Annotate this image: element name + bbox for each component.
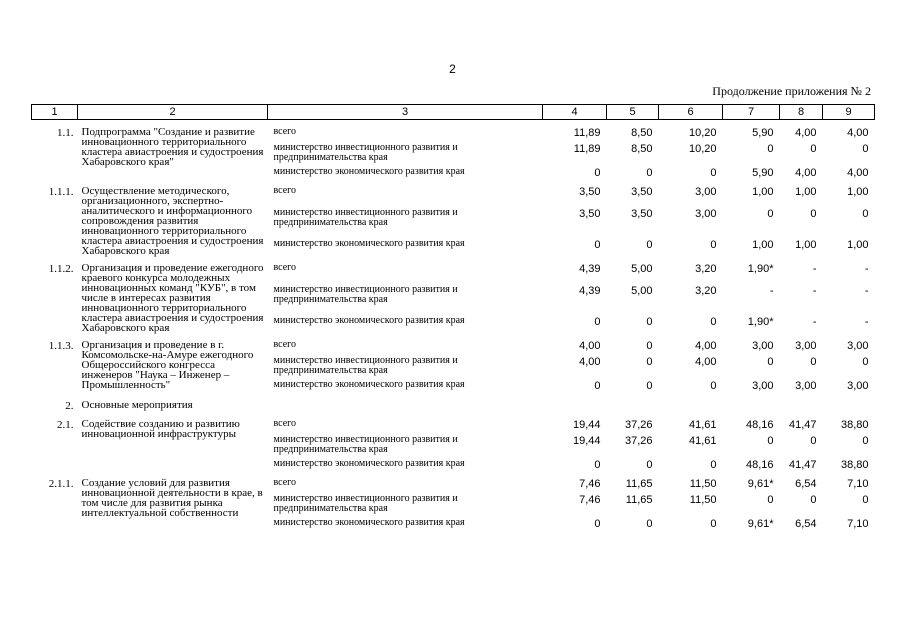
row-code: 1.1.2. — [48, 263, 74, 275]
column-header-1: 1 — [32, 105, 78, 120]
row-value: 1,00 — [795, 239, 817, 252]
header-row — [32, 105, 875, 120]
row-value: - — [864, 316, 869, 329]
row-value: 3,00 — [795, 380, 817, 392]
row-value: 3,50 — [631, 186, 653, 198]
row-value: 4,00 — [847, 127, 869, 139]
column-header-6: 6 — [659, 105, 723, 120]
row-executor: министерство инвестиционного развития и предпринимательства края — [273, 355, 458, 376]
row-value: 19,44 — [572, 435, 601, 447]
row-value: 4,00 — [579, 340, 601, 352]
row-value: - — [812, 316, 817, 329]
row-value: 37,26 — [624, 435, 653, 447]
row-value: 0 — [710, 167, 717, 179]
row-value: 4,00 — [795, 167, 817, 179]
row-value: 0 — [594, 316, 601, 329]
row-name: Подпрограмма "Создание и развитие инновационного территориального кластера авиастроения и судостроения Хабаровского края" — [81, 126, 264, 168]
row-value: 0 — [646, 239, 653, 252]
row-code: 2. — [65, 400, 74, 412]
row-value: 3,50 — [579, 207, 601, 220]
row-value: 11,89 — [573, 127, 601, 139]
row-name: Осуществление методического, организационного, экспертно-аналитического и информационного сопровождения развития инновационного территориального кластера авиастроения и судостроения Хабаровского края — [81, 185, 264, 257]
row-value: 4,00 — [795, 127, 817, 139]
row-value: 4,39 — [579, 263, 601, 275]
row-executor: всего — [273, 339, 297, 350]
row-value: 7,46 — [579, 478, 601, 490]
row-value: 0 — [767, 207, 774, 220]
row-value: 0 — [810, 207, 817, 220]
column-header-8: 8 — [780, 105, 823, 120]
row-value: 3,50 — [579, 186, 601, 198]
row-value: 0 — [594, 239, 601, 252]
row-executor: всего — [273, 418, 297, 429]
row-executor: министерство экономического развития края — [273, 379, 465, 390]
row-value: 41,61 — [688, 419, 717, 431]
row-code: 1.1.1. — [48, 186, 74, 198]
row-value: 3,00 — [752, 340, 774, 352]
row-value: 0 — [810, 494, 817, 506]
row-value: 4,39 — [579, 284, 601, 297]
row-value: 10,20 — [688, 143, 717, 155]
row-executor: министерство инвестиционного развития и предпринимательства края — [273, 493, 458, 514]
row-executor: всего — [273, 185, 297, 196]
row-value: 8,50 — [631, 127, 653, 139]
row-value: - — [864, 284, 869, 297]
row-value: 0 — [810, 143, 817, 155]
row-value: - — [812, 263, 817, 275]
row-value: 1,00 — [752, 239, 774, 252]
row-value: 4,00 — [847, 167, 869, 179]
row-value: 8,50 — [631, 143, 653, 155]
row-name: Организация и проведение ежегодного краевого конкурса молодежных инновационных команд "КУБ", в том числе в интересах развития инновационного территориального кластера авиастроения и судостроения Хабаровского края — [81, 262, 264, 334]
row-value: 0 — [767, 143, 774, 155]
row-value: 7,10 — [847, 478, 869, 490]
row-value: - — [812, 284, 817, 297]
row-value: - — [769, 284, 774, 297]
row-value: 3,00 — [752, 380, 774, 392]
row-name: Организация и проведение в г. Комсомольске-на-Амуре ежегодного Общероссийского конгресса инженеров "Наука – Инженер – Промышленность" — [81, 339, 254, 391]
row-value: 0 — [710, 380, 717, 392]
row-value: 1,90* — [747, 316, 774, 329]
row-value: 3,20 — [695, 263, 717, 275]
row-value: 3,20 — [695, 284, 717, 297]
row-value: 3,00 — [847, 380, 869, 392]
row-value: 3,00 — [847, 340, 869, 352]
row-value: 48,16 — [745, 419, 774, 431]
row-value: 1,90* — [747, 263, 774, 275]
row-value: 0 — [594, 167, 601, 179]
row-executor: всего — [273, 477, 297, 488]
row-value: 19,44 — [572, 419, 601, 431]
row-value: 5,00 — [631, 263, 653, 275]
row-value: 7,46 — [579, 494, 601, 506]
row-executor: министерство экономического развития края — [273, 238, 465, 250]
row-name: Основные мероприятия — [81, 399, 193, 411]
row-executor: министерство экономического развития края — [273, 315, 465, 327]
row-value: 1,00 — [795, 186, 817, 198]
row-value: 5,00 — [631, 284, 653, 297]
row-value: 0 — [646, 380, 653, 392]
row-value: 0 — [646, 316, 653, 329]
row-value: 0 — [810, 356, 817, 368]
row-code: 2.1.1. — [48, 478, 74, 490]
row-executor: министерство экономического развития края — [273, 166, 465, 177]
row-value: 41,61 — [688, 435, 717, 447]
row-value: 38,80 — [840, 419, 869, 431]
row-code: 1.1.3. — [48, 340, 74, 352]
row-value: 0 — [710, 316, 717, 329]
row-executor: министерство экономического развития края — [273, 517, 465, 528]
row-value: 5,90 — [752, 167, 774, 179]
row-value: 3,00 — [695, 207, 717, 220]
row-value: 0 — [862, 143, 869, 155]
row-value: 4,00 — [579, 356, 601, 368]
row-value: 10,20 — [688, 127, 717, 139]
row-executor: всего — [273, 126, 297, 137]
row-executor: министерство инвестиционного развития и предпринимательства края — [273, 142, 458, 163]
row-value: 6,54 — [795, 518, 817, 530]
row-value: 0 — [767, 494, 774, 506]
row-executor: министерство инвестиционного развития и предпринимательства края — [273, 283, 458, 305]
budget-table — [31, 104, 875, 530]
row-executor: министерство экономического развития края — [273, 458, 465, 469]
row-value: 48,16 — [745, 459, 774, 471]
column-header-5: 5 — [607, 105, 659, 120]
row-value: 37,26 — [624, 419, 653, 431]
table-row — [32, 333, 875, 352]
row-value: 6,54 — [795, 478, 817, 490]
row-value: 3,50 — [631, 207, 653, 220]
column-header-4: 4 — [543, 105, 607, 120]
row-value: 0 — [710, 459, 717, 471]
row-value: 0 — [862, 207, 869, 220]
row-value: 41,47 — [788, 419, 817, 431]
row-value: - — [864, 263, 869, 275]
row-value: 0 — [594, 380, 601, 392]
row-value: 0 — [646, 167, 653, 179]
table-row — [32, 392, 875, 412]
row-executor: министерство инвестиционного развития и предпринимательства края — [273, 206, 458, 228]
row-value: 0 — [862, 356, 869, 368]
row-code: 1.1. — [57, 127, 74, 139]
row-value: 9,61* — [747, 478, 774, 490]
row-value: 0 — [646, 518, 653, 530]
row-value: 11,89 — [573, 143, 601, 155]
table-row — [32, 120, 875, 140]
row-value: 11,50 — [689, 478, 717, 490]
row-value: 0 — [594, 459, 601, 471]
table-row — [32, 179, 875, 204]
row-value: 1,00 — [847, 186, 869, 198]
row-value: 0 — [810, 435, 817, 447]
row-value: 4,00 — [695, 340, 717, 352]
row-value: 9,61* — [747, 518, 774, 530]
row-value: 4,00 — [695, 356, 717, 368]
row-code: 2.1. — [57, 419, 74, 431]
row-value: 41,47 — [788, 459, 817, 471]
table-row — [32, 256, 875, 281]
row-executor: министерство инвестиционного развития и предпринимательства края — [273, 434, 458, 455]
row-name: Создание условий для развития инновационной деятельности в крае, в том числе для развития рынка интеллектуальной собственности — [81, 477, 263, 519]
row-executor: всего — [273, 262, 297, 273]
row-value: 11,65 — [625, 478, 653, 490]
page-number: 2 — [449, 62, 456, 76]
column-header-2: 2 — [78, 105, 268, 120]
row-value: 0 — [767, 435, 774, 447]
row-value: 0 — [862, 494, 869, 506]
row-value: 0 — [710, 518, 717, 530]
row-value: 0 — [646, 459, 653, 471]
table-row — [32, 471, 875, 490]
row-value: 0 — [594, 518, 601, 530]
row-value: 0 — [767, 356, 774, 368]
row-value: 1,00 — [847, 239, 869, 252]
continuation-note: Продолжение приложения № 2 — [712, 84, 871, 98]
column-header-7: 7 — [723, 105, 780, 120]
row-value: 3,00 — [795, 340, 817, 352]
row-value: 0 — [646, 340, 653, 352]
row-value: 0 — [646, 356, 653, 368]
column-header-3: 3 — [268, 105, 543, 120]
row-value: 11,65 — [625, 494, 653, 506]
table-body — [32, 120, 875, 531]
column-header-9: 9 — [823, 105, 875, 120]
row-value: 38,80 — [840, 459, 869, 471]
row-name: Содействие созданию и развитию инновационной инфраструктуры — [81, 418, 240, 440]
row-value: 7,10 — [847, 518, 869, 530]
row-value: 0 — [862, 435, 869, 447]
row-value: 11,50 — [689, 494, 717, 506]
table-row — [32, 412, 875, 431]
row-value: 3,00 — [695, 186, 717, 198]
row-value: 5,90 — [752, 127, 774, 139]
row-value: 1,00 — [752, 186, 774, 198]
row-value: 0 — [710, 239, 717, 252]
